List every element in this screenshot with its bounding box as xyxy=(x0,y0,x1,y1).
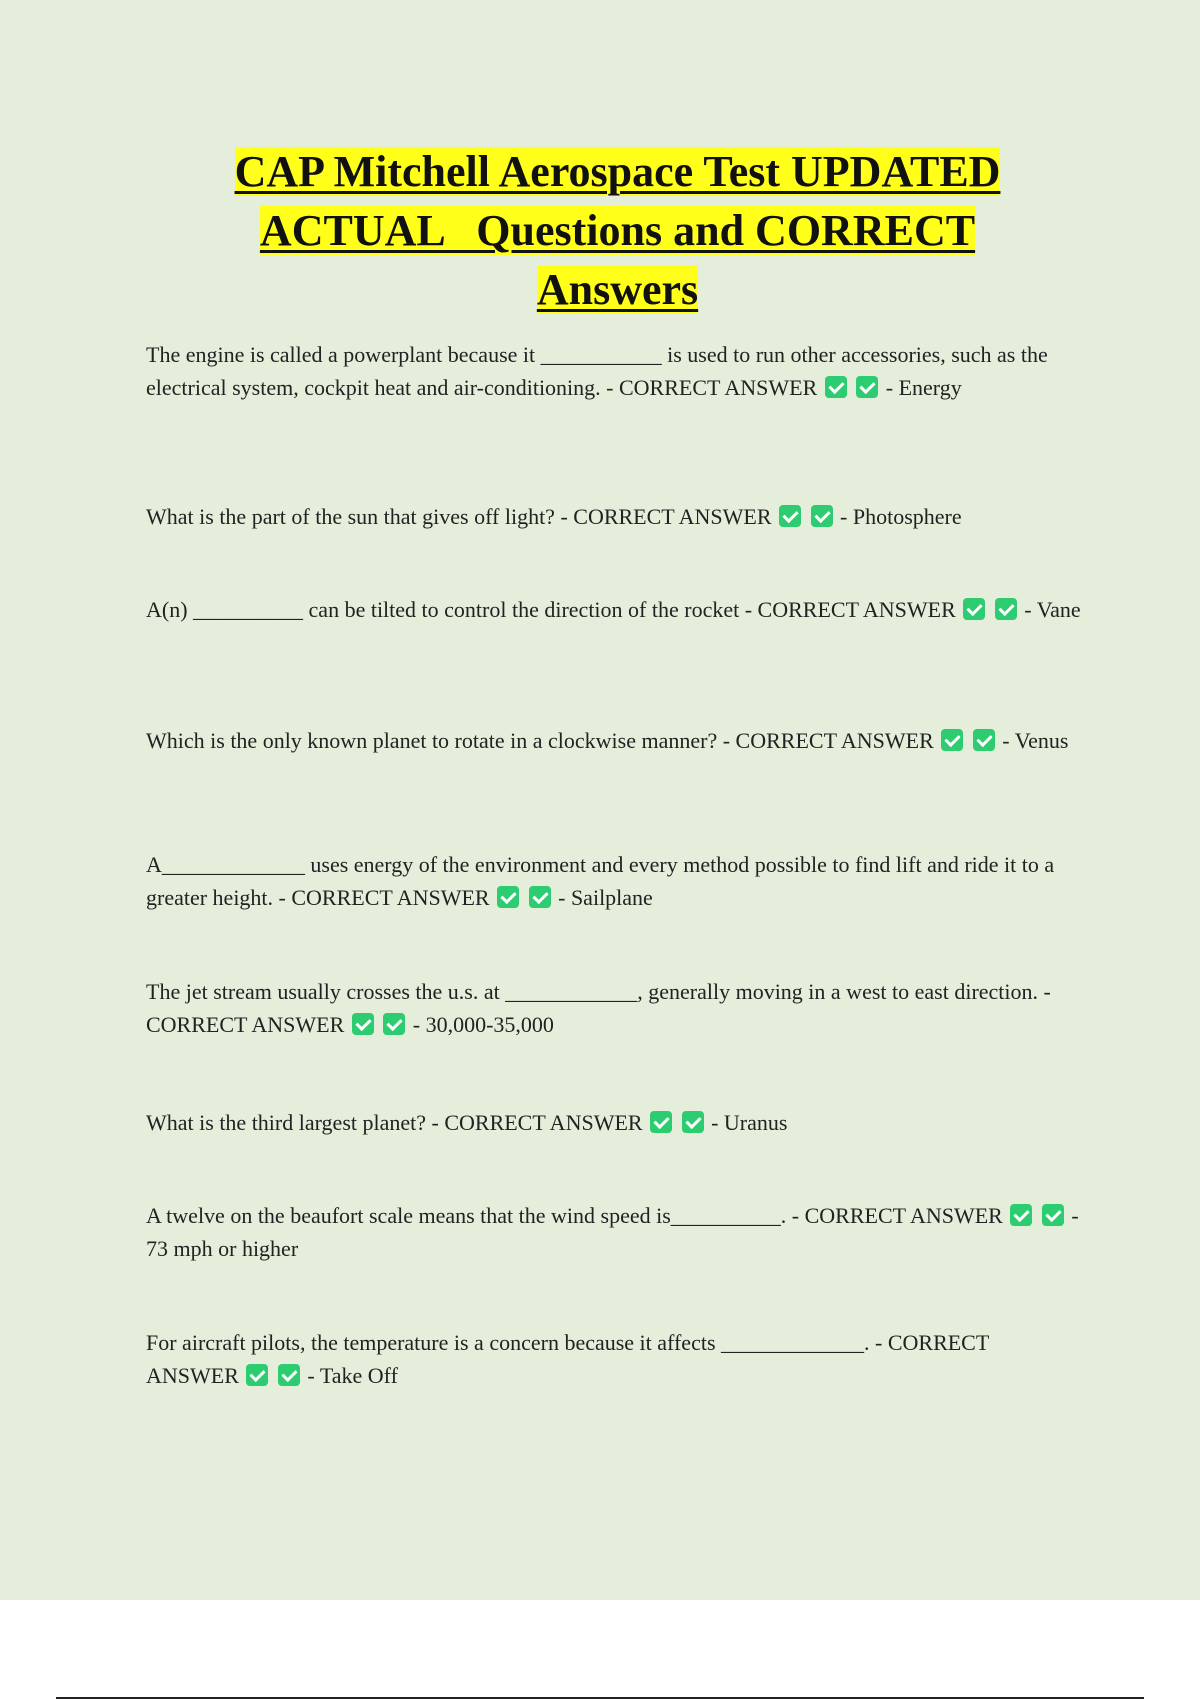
check-box-icon xyxy=(856,376,878,398)
qa-item-8 xyxy=(146,1199,1086,1265)
answer-text: - Venus xyxy=(1002,728,1069,753)
title-line-3: Answers xyxy=(536,265,699,314)
title-line-2: ACTUAL Questions and CORRECT xyxy=(259,206,976,255)
check-box-icon xyxy=(963,598,985,620)
qa-item-4 xyxy=(146,724,1086,757)
qa-item-7 xyxy=(146,1106,1086,1139)
answer-text: - Vane xyxy=(1024,597,1081,622)
answer-text: - Uranus xyxy=(711,1110,788,1135)
check-box-icon xyxy=(973,729,995,751)
answer-text: - Take Off xyxy=(307,1363,398,1388)
qa-item-2 xyxy=(146,500,1086,533)
qa-item-5 xyxy=(146,848,1086,914)
check-box-icon xyxy=(650,1111,672,1133)
question-text: A_____________ uses energy of the environment and every method possible to find lift and ride it to a greater height. - CORRECT ANSWER xyxy=(146,852,1055,910)
check-box-icon xyxy=(352,1013,374,1035)
answer-text: - 30,000-35,000 xyxy=(412,1012,554,1037)
question-text: A twelve on the beaufort scale means that the wind speed is__________. - CORRECT ANSWER xyxy=(146,1203,1003,1228)
check-box-icon xyxy=(246,1364,268,1386)
question-text: For aircraft pilots, the temperature is a concern because it affects _____________. - CORRECT ANSWER xyxy=(146,1330,989,1388)
qa-item-3 xyxy=(146,593,1086,626)
check-box-icon xyxy=(779,505,801,527)
check-box-icon xyxy=(529,886,551,908)
question-text: What is the part of the sun that gives off light? - CORRECT ANSWER xyxy=(146,504,772,529)
answer-text: - 73 mph or higher xyxy=(146,1203,1079,1261)
answer-text: - Energy xyxy=(885,375,962,400)
question-text: What is the third largest planet? - CORRECT ANSWER xyxy=(146,1110,643,1135)
check-box-icon xyxy=(278,1364,300,1386)
check-box-icon xyxy=(497,886,519,908)
check-box-icon xyxy=(1042,1204,1064,1226)
question-text: Which is the only known planet to rotate in a clockwise manner? - CORRECT ANSWER xyxy=(146,728,934,753)
check-box-icon xyxy=(383,1013,405,1035)
footer-divider xyxy=(56,1697,1144,1699)
check-box-icon xyxy=(995,598,1017,620)
question-text: The jet stream usually crosses the u.s. at ____________, generally moving in a west to east direction. - CORRECT ANSWER xyxy=(146,979,1051,1037)
answer-text: - Photosphere xyxy=(840,504,962,529)
question-text: A(n) __________ can be tilted to control the direction of the rocket - CORRECT ANSWER xyxy=(146,597,956,622)
check-box-icon xyxy=(941,729,963,751)
qa-item-9 xyxy=(146,1326,1086,1392)
answer-text: - Sailplane xyxy=(558,885,653,910)
check-box-icon xyxy=(825,376,847,398)
qa-item-1 xyxy=(146,338,1086,404)
check-box-icon xyxy=(1010,1204,1032,1226)
document-title xyxy=(150,142,1085,319)
check-box-icon xyxy=(811,505,833,527)
title-line-1: CAP Mitchell Aerospace Test UPDATED xyxy=(234,147,1001,196)
qa-item-6 xyxy=(146,975,1086,1041)
check-box-icon xyxy=(682,1111,704,1133)
question-text: The engine is called a powerplant because it ___________ is used to run other accessories, such as the electrical system, cockpit heat and air-conditioning. - CORRECT ANSWER xyxy=(146,342,1048,400)
